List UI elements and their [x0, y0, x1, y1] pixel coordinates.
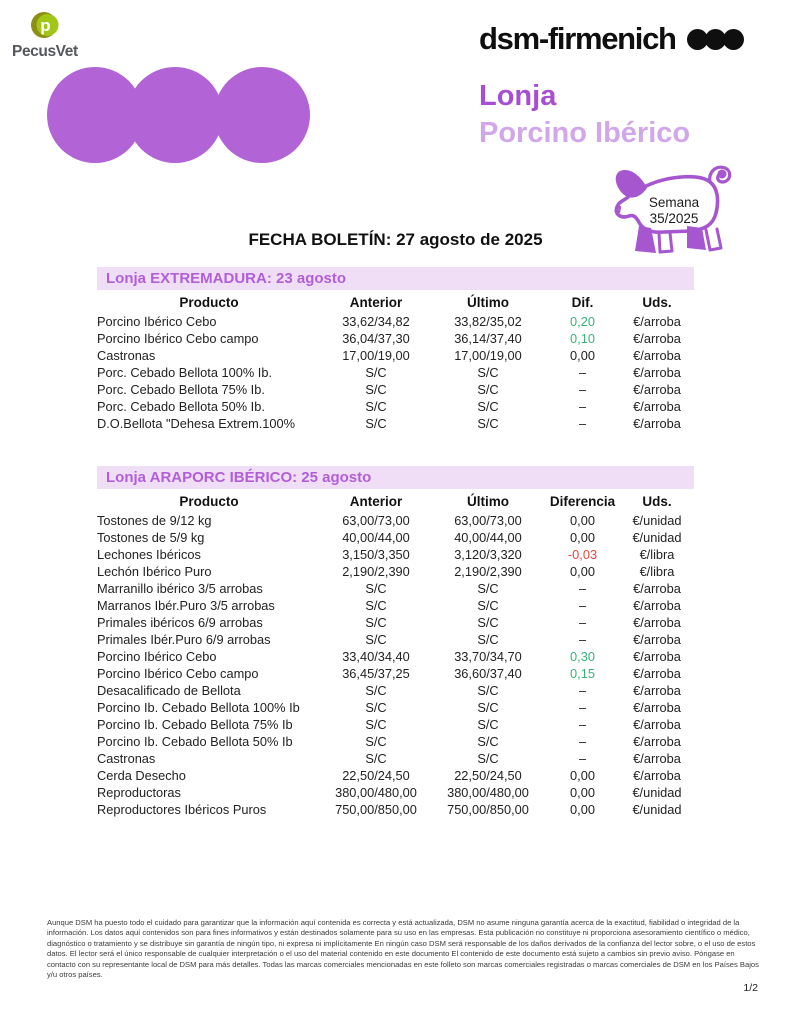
product-cell: Tostones de 9/12 kg [97, 513, 212, 528]
ultimo-cell: S/C [477, 615, 499, 630]
ultimo-cell: S/C [477, 416, 499, 431]
week-badge [602, 164, 742, 266]
dif-cell: – [578, 734, 587, 749]
product-cell: Porcino Ib. Cebado Bellota 100% Ib [97, 700, 300, 715]
anterior-cell: S/C [365, 615, 387, 630]
product-cell: Porc. Cebado Bellota 50% Ib. [97, 399, 265, 414]
dif-cell: 0,30 [570, 649, 595, 664]
product-cell: Primales ibéricos 6/9 arrobas [97, 615, 263, 630]
ultimo-cell: 36,14/37,40 [454, 331, 522, 346]
table-row [97, 597, 694, 614]
column-header: Producto [179, 494, 239, 509]
uds-cell: €/arroba [633, 331, 681, 346]
table-row [97, 784, 694, 801]
table-row [97, 347, 694, 364]
ultimo-cell: S/C [477, 717, 499, 732]
table-header [97, 491, 694, 512]
table-row [97, 512, 694, 529]
anterior-cell: 36,45/37,25 [342, 666, 410, 681]
uds-cell: €/arroba [633, 598, 681, 613]
dif-cell: – [578, 683, 587, 698]
ultimo-cell: S/C [477, 365, 499, 380]
dif-cell: – [578, 598, 587, 613]
table-row [97, 313, 694, 330]
table-row [97, 682, 694, 699]
dif-cell: – [578, 416, 587, 431]
anterior-cell: 22,50/24,50 [342, 768, 410, 783]
three-circles-graphic [47, 67, 311, 163]
dif-cell: 0,15 [570, 666, 595, 681]
anterior-cell: S/C [365, 399, 387, 414]
product-cell: Porc. Cebado Bellota 100% Ib. [97, 365, 273, 380]
table-row [97, 614, 694, 631]
anterior-cell: S/C [365, 717, 387, 732]
anterior-cell: 63,00/73,00 [342, 513, 410, 528]
uds-cell: €/arroba [633, 700, 681, 715]
product-cell: Porc. Cebado Bellota 75% Ib. [97, 382, 265, 397]
page-number: 1/2 [743, 982, 758, 994]
uds-cell: €/arroba [633, 683, 681, 698]
dif-cell: – [578, 615, 587, 630]
product-cell: Tostones de 5/9 kg [97, 530, 205, 545]
dif-cell: -0,03 [567, 547, 598, 562]
product-cell: Desacalificado de Bellota [97, 683, 241, 698]
table-extremadura [97, 267, 694, 432]
table-row [97, 398, 694, 415]
product-cell: Lechones Ibéricos [97, 547, 201, 562]
dif-cell: – [578, 382, 587, 397]
table-row [97, 801, 694, 818]
dif-cell: 0,00 [570, 768, 595, 783]
pecusvet-logo-text: PecusVet [12, 43, 78, 60]
ultimo-cell: 3,120/3,320 [454, 547, 522, 562]
section-title: Lonja ARAPORC IBÉRICO: 25 agosto [97, 466, 694, 489]
anterior-cell: 2,190/2,390 [342, 564, 410, 579]
anterior-cell: S/C [365, 365, 387, 380]
anterior-cell: S/C [365, 734, 387, 749]
dif-cell: 0,00 [570, 785, 595, 800]
uds-cell: €/arroba [633, 365, 681, 380]
uds-cell: €/arroba [633, 649, 681, 664]
product-cell: Porcino Ibérico Cebo campo [97, 331, 259, 346]
pecusvet-icon [31, 11, 59, 41]
uds-cell: €/arroba [633, 632, 681, 647]
uds-cell: €/arroba [633, 717, 681, 732]
product-cell: Porcino Ibérico Cebo [97, 314, 217, 329]
uds-cell: €/arroba [633, 348, 681, 363]
ultimo-cell: S/C [477, 632, 499, 647]
anterior-cell: 17,00/19,00 [342, 348, 410, 363]
table-row [97, 631, 694, 648]
product-cell: Cerda Desecho [97, 768, 186, 783]
product-cell: Reproductoras [97, 785, 181, 800]
product-cell: Porcino Ib. Cebado Bellota 50% Ib [97, 734, 293, 749]
uds-cell: €/arroba [633, 666, 681, 681]
page-title: Lonja [479, 80, 557, 112]
pecusvet-logo [12, 11, 102, 61]
uds-cell: €/arroba [633, 615, 681, 630]
column-header: Último [467, 494, 509, 509]
dif-cell: – [578, 632, 587, 647]
table-row [97, 699, 694, 716]
product-cell: Castronas [97, 751, 156, 766]
dif-cell: 0,00 [570, 348, 595, 363]
product-cell: Castronas [97, 348, 156, 363]
table-row [97, 330, 694, 347]
dif-cell: – [578, 399, 587, 414]
product-cell: Marranillo ibérico 3/5 arrobas [97, 581, 263, 596]
dif-cell: 0,00 [570, 802, 595, 817]
dif-cell: – [578, 700, 587, 715]
anterior-cell: S/C [365, 598, 387, 613]
uds-cell: €/unidad [632, 530, 682, 545]
anterior-cell: S/C [365, 751, 387, 766]
uds-cell: €/arroba [633, 314, 681, 329]
table-row [97, 733, 694, 750]
column-header: Uds. [642, 295, 672, 310]
column-header: Producto [179, 295, 239, 310]
dif-cell: – [578, 717, 587, 732]
column-header: Dif. [571, 295, 594, 310]
dif-cell: – [578, 751, 587, 766]
table-header [97, 292, 694, 313]
ultimo-cell: 63,00/73,00 [454, 513, 522, 528]
column-header: Último [467, 295, 509, 310]
table-row [97, 415, 694, 432]
week-number: 35/2025 [649, 211, 699, 226]
uds-cell: €/arroba [633, 768, 681, 783]
table-row [97, 648, 694, 665]
week-label: Semana [648, 195, 700, 210]
product-cell: Marranos Ibér.Puro 3/5 arrobas [97, 598, 275, 613]
table-body [97, 512, 694, 818]
table-row [97, 750, 694, 767]
svg-text:p: p [40, 16, 51, 35]
ultimo-cell: 2,190/2,390 [454, 564, 522, 579]
ultimo-cell: S/C [477, 734, 499, 749]
ultimo-cell: S/C [477, 751, 499, 766]
table-row [97, 546, 694, 563]
dif-cell: 0,10 [570, 331, 595, 346]
table-row [97, 529, 694, 546]
table-row [97, 364, 694, 381]
ultimo-cell: S/C [477, 382, 499, 397]
page-subtitle: Porcino Ibérico [479, 117, 691, 149]
dif-cell: 0,00 [570, 564, 595, 579]
product-cell: Lechón Ibérico Puro [97, 564, 212, 579]
title-block [479, 80, 690, 149]
uds-cell: €/arroba [633, 416, 681, 431]
anterior-cell: S/C [365, 382, 387, 397]
table-body [97, 313, 694, 432]
ultimo-cell: 33,70/34,70 [454, 649, 522, 664]
anterior-cell: S/C [365, 632, 387, 647]
dsm-dots-icon [687, 29, 744, 50]
table-row [97, 767, 694, 784]
dif-cell: 0,00 [570, 530, 595, 545]
table-araporc [97, 466, 694, 818]
uds-cell: €/arroba [633, 399, 681, 414]
uds-cell: €/arroba [633, 751, 681, 766]
column-header: Anterior [349, 494, 403, 509]
uds-cell: €/arroba [633, 382, 681, 397]
ultimo-cell: S/C [477, 598, 499, 613]
ultimo-cell: S/C [477, 399, 499, 414]
disclaimer-text: Aunque DSM ha puesto todo el cuidado para garantizar que la información aquí contenida es correcta y está actualizada, DSM no asume ninguna garantía acerca de la exactitud, fiabilidad o integridad de la información. Los datos aquí contenidos son para fines informativos y están destinados solamente para su uso en las empresas. Esta publicación no constituye ni proporciona asesoramiento científico o médico, diagnóstico o tratamiento y se distribuye sin garantía de ningún tipo, ni expresa ni implícitamente En ningún caso DSM será responsable de los daños derivados de la confianza del lector sobre, o el uso de estos datos. El lector será el único responsable de cualquier interpretación o el uso del material contenido en este documento El contenido de este documento está sujeto a cambios sin previo aviso. Póngase en contacto con su representante local de DSM para más detalles. Todas las marcas comerciales mencionadas en este folleto son marcas comerciales registradas o marcas comerciales de DSM en los Países Bajos y/u otros países. [47, 918, 759, 980]
table-row [97, 580, 694, 597]
product-cell: Porcino Ibérico Cebo [97, 649, 217, 664]
dif-cell: – [578, 581, 587, 596]
uds-cell: €/arroba [633, 581, 681, 596]
uds-cell: €/unidad [632, 513, 682, 528]
anterior-cell: 36,04/37,30 [342, 331, 410, 346]
column-header: Diferencia [549, 494, 616, 509]
anterior-cell: S/C [365, 683, 387, 698]
ultimo-cell: S/C [477, 700, 499, 715]
product-cell: Porcino Ibérico Cebo campo [97, 666, 259, 681]
bulletin-date: FECHA BOLETÍN: 27 agosto de 2025 [248, 230, 543, 249]
dsm-firmenich-logo [479, 21, 744, 57]
table-row [97, 381, 694, 398]
column-header: Uds. [642, 494, 672, 509]
ultimo-cell: S/C [477, 581, 499, 596]
table-row [97, 563, 694, 580]
ultimo-cell: 750,00/850,00 [447, 802, 529, 817]
product-cell: D.O.Bellota "Dehesa Extrem.100% [97, 416, 296, 431]
uds-cell: €/arroba [633, 734, 681, 749]
ultimo-cell: 17,00/19,00 [454, 348, 522, 363]
table-row [97, 716, 694, 733]
column-header: Anterior [349, 295, 403, 310]
uds-cell: €/libra [639, 547, 675, 562]
dif-cell: 0,00 [570, 513, 595, 528]
dif-cell: – [578, 365, 587, 380]
anterior-cell: 3,150/3,350 [342, 547, 410, 562]
uds-cell: €/unidad [632, 785, 682, 800]
ultimo-cell: S/C [477, 683, 499, 698]
anterior-cell: S/C [365, 416, 387, 431]
ultimo-cell: 33,82/35,02 [454, 314, 522, 329]
product-cell: Reproductores Ibéricos Puros [97, 802, 267, 817]
dif-cell: 0,20 [570, 314, 595, 329]
uds-cell: €/unidad [632, 802, 682, 817]
product-cell: Primales Ibér.Puro 6/9 arrobas [97, 632, 271, 647]
dsm-firmenich-wordmark: dsm-firmenich [479, 21, 676, 56]
anterior-cell: 380,00/480,00 [335, 785, 417, 800]
ultimo-cell: 22,50/24,50 [454, 768, 522, 783]
ultimo-cell: 36,60/37,40 [454, 666, 522, 681]
table-row [97, 665, 694, 682]
section-title: Lonja EXTREMADURA: 23 agosto [97, 267, 694, 290]
anterior-cell: 33,62/34,82 [342, 314, 410, 329]
ultimo-cell: 40,00/44,00 [454, 530, 522, 545]
anterior-cell: 750,00/850,00 [335, 802, 417, 817]
anterior-cell: 40,00/44,00 [342, 530, 410, 545]
anterior-cell: S/C [365, 700, 387, 715]
ultimo-cell: 380,00/480,00 [447, 785, 529, 800]
anterior-cell: S/C [365, 581, 387, 596]
anterior-cell: 33,40/34,40 [342, 649, 410, 664]
uds-cell: €/libra [639, 564, 675, 579]
product-cell: Porcino Ib. Cebado Bellota 75% Ib [97, 717, 293, 732]
